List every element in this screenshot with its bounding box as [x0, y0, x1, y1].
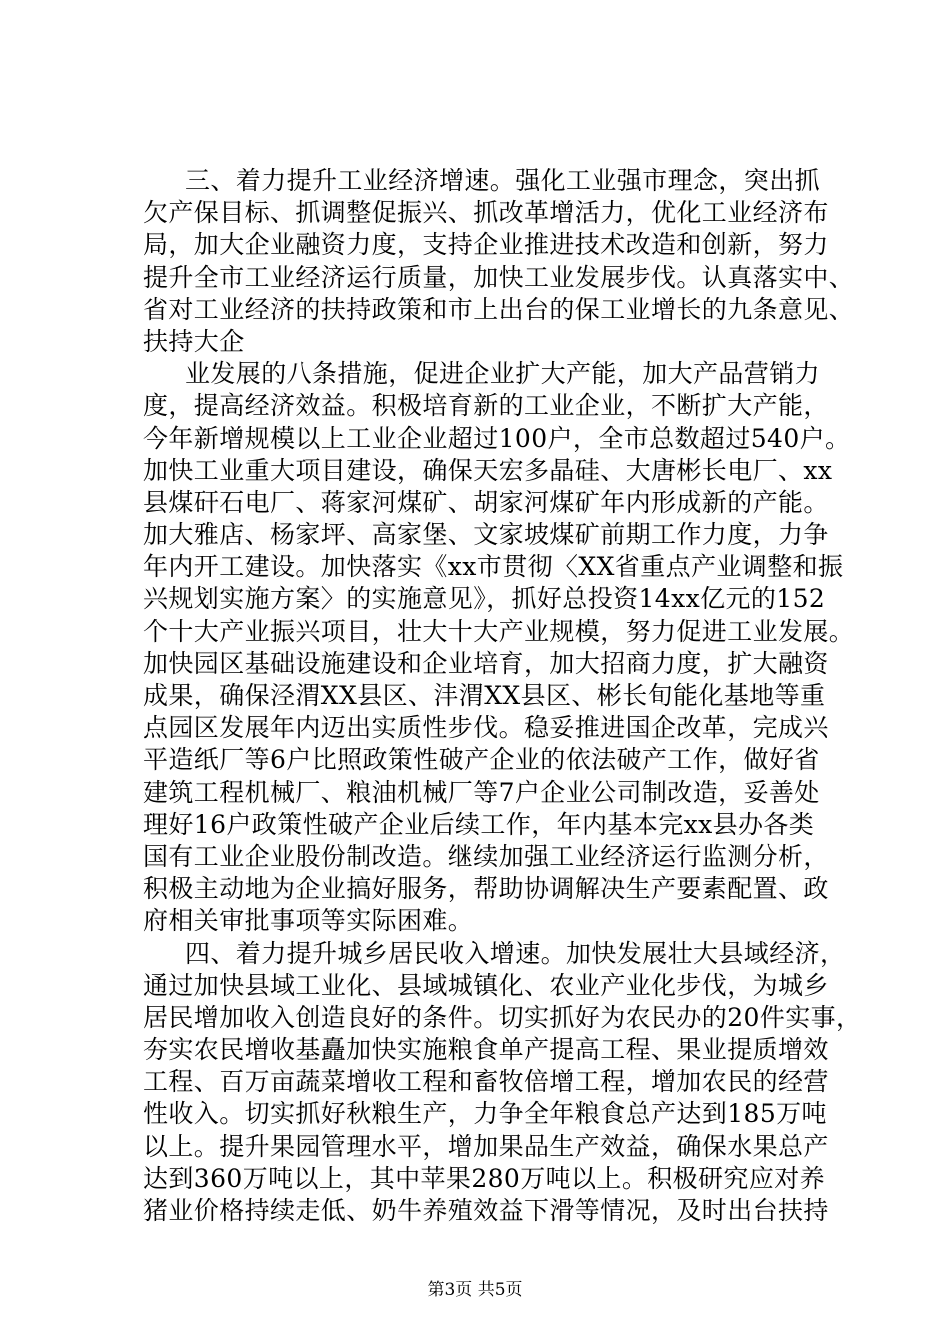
text-line: 以上。提升果园管理水平，增加果品生产效益，确保水果总产 — [143, 1131, 829, 1161]
text-line: 通过加快县域工业化、县域城镇化、农业产业化步伐，为城乡 — [143, 970, 829, 1000]
text-line: 度，提高经济效益。积极培育新的工业企业，不断扩大产能， — [143, 391, 829, 421]
text-line: 居民增加收入创造良好的条件。切实抓好为农民办的20件实事， — [143, 1002, 862, 1032]
text-line: 省对工业经济的扶持政策和市上出台的保工业增长的九条意见、 — [143, 294, 855, 324]
text-line: 理好16户政策性破产企业后续工作，年内基本完xx县办各类 — [143, 809, 815, 839]
text-line: 建筑工程机械厂、粮油机械厂等7户企业公司制改造，妥善处 — [143, 777, 820, 807]
text-line: 年内开工建设。加快落实《xx市贯彻〈XX省重点产业调整和振 — [143, 552, 844, 582]
text-line: 点园区发展年内迈出实质性步伐。稳妥推进国企改革，完成兴 — [143, 713, 829, 743]
text-line: 今年新增规模以上工业企业超过100户，全市总数超过540户。 — [143, 423, 851, 453]
text-line: 兴规划实施方案〉的实施意见》，抓好总投资14xx亿元的152 — [143, 584, 826, 614]
text-line: 个十大产业振兴项目，壮大十大产业规模，努力促进工业发展。 — [143, 616, 855, 646]
text-line: 猪业价格持续走低、奶牛养殖效益下滑等情况，及时出台扶持 — [143, 1196, 829, 1225]
text-line: 提升全市工业经济运行质量，加快工业发展步伐。认真落实中、 — [143, 262, 855, 292]
text-line: 国有工业企业股份制改造。继续加强工业经济运行监测分析， — [143, 841, 829, 871]
text-line: 加大雅店、杨家坪、高家堡、文家坡煤矿前期工作力度，力争 — [143, 520, 829, 550]
text-line: 性收入。切实抓好秋粮生产，力争全年粮食总产达到185万吨 — [143, 1099, 827, 1129]
text-line: 加快工业重大项目建设，确保天宏多晶硅、大唐彬长电厂、xx — [143, 455, 833, 485]
text-line: 成果，确保泾渭XX县区、沣渭XX县区、彬长旬能化基地等重 — [143, 681, 826, 710]
text-line: 三、着力提升工业经济增速。强化工业强市理念，突出抓 — [185, 166, 821, 195]
page-footer — [0, 1279, 950, 1301]
text-line: 府相关审批事项等实际困难。 — [143, 906, 474, 936]
text-line: 平造纸厂等6户比照政策性破产企业的依法破产工作，做好省 — [143, 745, 820, 775]
text-line: 达到360万吨以上，其中苹果280万吨以上。积极研究应对养 — [143, 1163, 826, 1193]
text-line: 四、着力提升城乡居民收入增速。加快发展壮大县域经济， — [185, 938, 846, 968]
text-line: 工程、百万亩蔬菜增收工程和畜牧倍增工程，增加农民的经营 — [143, 1067, 829, 1097]
text-line: 积极主动地为企业搞好服务，帮助协调解决生产要素配置、政 — [143, 874, 829, 904]
text-line: 局，加大企业融资力度，支持企业推进技术改造和创新，努力 — [143, 230, 829, 260]
document-body — [143, 165, 862, 1227]
text-line: 欠产保目标、抓调整促振兴、抓改革增活力，优化工业经济布 — [143, 198, 829, 228]
text-line: 业发展的八条措施，促进企业扩大产能，加大产品营销力 — [185, 359, 821, 389]
text-line: 夯实农民增收基矗加快实施粮食单产提高工程、果业提质增效 — [143, 1035, 829, 1065]
page-number: 第3页 共5页 — [427, 1280, 523, 1300]
text-line: 县煤矸石电厂、蒋家河煤矿、胡家河煤矿年内形成新的产能。 — [143, 487, 829, 517]
text-line: 加快园区基础设施建设和企业培育，加大招商力度，扩大融资 — [143, 648, 829, 678]
text-line: 扶持大企 — [143, 326, 245, 356]
